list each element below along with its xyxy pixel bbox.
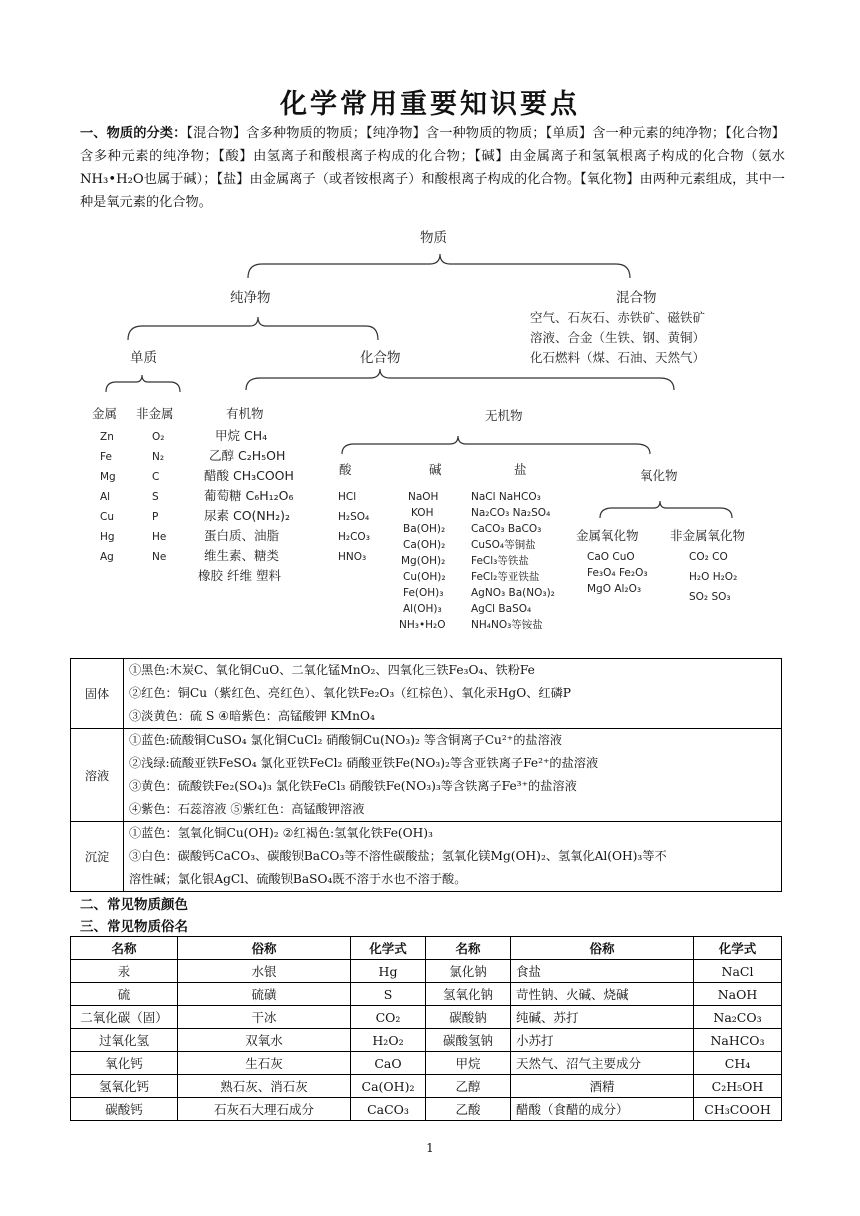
base-item: NaOH: [408, 491, 439, 503]
column-header: 俗称: [178, 937, 351, 960]
organic-item: 蛋白质、油脂: [204, 528, 280, 543]
table-cell: 水银: [178, 960, 351, 983]
mixture-item: 空气、石灰石、赤铁矿、磁铁矿: [530, 310, 706, 325]
base-item: Cu(OH)₂: [403, 571, 446, 583]
metal-oxide-item: Fe₃O₄ Fe₂O₃: [587, 567, 648, 579]
table-row: [71, 1075, 782, 1098]
table-cell: CH₄: [694, 1052, 782, 1075]
table-cell: 酒精: [511, 1075, 694, 1098]
precipitate-cell: [124, 822, 782, 892]
base-item: Ba(OH)₂: [403, 523, 446, 535]
solution-line: ①蓝色:硫酸铜CuSO₄ 氯化铜CuCl₂ 硝酸铜Cu(NO₃)₂ 等含铜离子Cu²⁺的盐溶液: [129, 733, 562, 747]
solution-cell: [124, 729, 782, 822]
metal-item: Fe: [100, 451, 112, 463]
table-cell: 天然气、沼气主要成分: [511, 1052, 694, 1075]
table-cell: 氢氧化钙: [71, 1075, 178, 1098]
salt-item: AgNO₃ Ba(NO₃)₂: [471, 587, 555, 599]
solution-line: ②浅绿:硫酸亚铁FeSO₄ 氯化亚铁FeCl₂ 硝酸亚铁Fe(NO₃)₂等含亚铁离子Fe²⁺的盐溶液: [129, 756, 599, 770]
organic-item: 尿素 CO(NH₂)₂: [204, 508, 291, 523]
mixture-item: 化石燃料（煤、石油、天然气）: [530, 350, 706, 365]
table-cell: 氢氧化钠: [426, 983, 511, 1006]
column-header: 化学式: [694, 937, 782, 960]
table-cell: 甲烷: [426, 1052, 511, 1075]
table-cell: NaOH: [694, 983, 782, 1006]
section-heading-names: 三、常见物质俗名: [80, 919, 188, 935]
tree-inorganic: 无机物: [485, 408, 523, 423]
table-row: [71, 960, 782, 983]
table-cell: 过氧化氢: [71, 1029, 178, 1052]
base-item: Ca(OH)₂: [403, 539, 446, 551]
organic-item: 甲烷 CH₄: [215, 428, 268, 443]
table-cell: 双氧水: [178, 1029, 351, 1052]
intro-paragraph: [80, 122, 785, 214]
nonmetal-item: He: [152, 531, 167, 543]
tree-base: 碱: [429, 462, 442, 477]
acid-item: H₂CO₃: [338, 531, 370, 543]
table-row: [71, 1029, 782, 1052]
intro-heading: 一、物质的分类：: [80, 126, 187, 141]
table-cell: 醋酸（食醋的成分）: [511, 1098, 694, 1121]
table-cell: 苛性钠、火碱、烧碱: [511, 983, 694, 1006]
column-header: 俗称: [511, 937, 694, 960]
table-cell: 石灰石大理石成分: [178, 1098, 351, 1121]
metal-item: Al: [100, 491, 111, 503]
table-row: [71, 983, 782, 1006]
column-header: 名称: [71, 937, 178, 960]
base-item: KOH: [411, 507, 434, 519]
table-cell: H₂O₂: [351, 1029, 426, 1052]
common-names-table: [70, 936, 782, 1121]
category-solution: 溶液: [71, 729, 124, 822]
salt-item: CuSO₄等铜盐: [471, 539, 536, 551]
solid-line: ②红色：铜Cu（紫红色、亮红色）、氧化铁Fe₂O₃（红棕色）、氧化汞HgO、红磷P: [129, 686, 571, 700]
solution-line: ③黄色：硫酸铁Fe₂(SO₄)₃ 氯化铁FeCl₃ 硝酸铁Fe(NO₃)₃等含铁离子Fe³⁺的盐溶液: [129, 779, 577, 793]
table-cell: NaHCO₃: [694, 1029, 782, 1052]
nonmetal-oxide-list: [689, 551, 737, 603]
nonmetal-oxide-item: CO₂ CO: [689, 551, 728, 563]
category-precipitate: 沉淀: [71, 822, 124, 892]
table-row: [71, 659, 782, 729]
table-cell: CH₃COOH: [694, 1098, 782, 1121]
table-cell: 碳酸钠: [426, 1006, 511, 1029]
tree-acid: 酸: [339, 462, 352, 477]
table-cell: 氯化钠: [426, 960, 511, 983]
tree-salt: 盐: [514, 462, 527, 477]
table-cell: NaCl: [694, 960, 782, 983]
organic-item: 葡萄糖 C₆H₁₂O₆: [204, 488, 294, 503]
table-row: [71, 729, 782, 822]
table-cell: 硫: [71, 983, 178, 1006]
nonmetal-oxide-item: SO₂ SO₃: [689, 591, 731, 603]
table-cell: 乙醇: [426, 1075, 511, 1098]
table-cell: S: [351, 983, 426, 1006]
metal-item: Hg: [100, 531, 115, 543]
solution-line: ④紫色：石蕊溶液 ⑤紫红色：高锰酸钾溶液: [129, 802, 365, 816]
table-row: [71, 1052, 782, 1075]
colors-table: [70, 658, 782, 892]
page-title: 化学常用重要知识要点: [280, 89, 580, 120]
table-cell: C₂H₅OH: [694, 1075, 782, 1098]
table-cell: 汞: [71, 960, 178, 983]
tree-root: 物质: [420, 230, 447, 246]
base-item: NH₃•H₂O: [399, 619, 446, 631]
table-cell: 乙酸: [426, 1098, 511, 1121]
table-cell: 生石灰: [178, 1052, 351, 1075]
table-row: [71, 1006, 782, 1029]
table-row: [71, 1098, 782, 1121]
table-row: [71, 822, 782, 892]
nonmetal-item: N₂: [152, 451, 165, 463]
table-cell: 硫磺: [178, 983, 351, 1006]
base-item: Mg(OH)₂: [401, 555, 446, 567]
metal-oxide-item: CaO CuO: [587, 551, 635, 563]
tree-compound: 化合物: [360, 350, 401, 366]
metal-oxide-item: MgO Al₂O₃: [587, 583, 642, 595]
acid-list: [338, 491, 370, 563]
tree-nonmetal: 非金属: [136, 406, 174, 421]
category-solid: 固体: [71, 659, 124, 729]
salt-item: NH₄NO₃等铵盐: [471, 619, 543, 631]
organic-item: 乙醇 C₂H₅OH: [209, 448, 286, 463]
tree-nonmetal-oxide: 非金属氧化物: [670, 528, 746, 543]
column-header: 名称: [426, 937, 511, 960]
table-cell: Na₂CO₃: [694, 1006, 782, 1029]
tree-organic: 有机物: [226, 406, 264, 421]
nonmetal-item: Ne: [152, 551, 167, 563]
table-cell: 碳酸钙: [71, 1098, 178, 1121]
table-cell: 氧化钙: [71, 1052, 178, 1075]
tree-mixture: 混合物: [616, 290, 657, 306]
nonmetal-item: C: [152, 471, 160, 483]
mixture-item: 溶液、合金（生铁、钢、黄铜）: [530, 330, 706, 345]
classification-tree: [80, 222, 780, 636]
table-cell: 纯碱、苏打: [511, 1006, 694, 1029]
salt-item: CaCO₃ BaCO₃: [471, 523, 542, 535]
tree-element: 单质: [130, 350, 157, 366]
classification-tree-svg: [80, 222, 780, 632]
acid-item: HNO₃: [338, 551, 367, 563]
metal-list: [100, 431, 116, 563]
table-cell: 碳酸氢钠: [426, 1029, 511, 1052]
base-item: Fe(OH)₃: [403, 587, 444, 599]
table-cell: 小苏打: [511, 1029, 694, 1052]
organic-list: [198, 428, 294, 583]
metal-oxide-list: [587, 551, 648, 595]
section-heading-colors: 二、常见物质颜色: [80, 897, 188, 913]
base-list: [399, 491, 446, 631]
table-cell: 二氧化碳（固）: [71, 1006, 178, 1029]
organic-item: 维生素、糖类: [204, 548, 280, 563]
table-cell: CaO: [351, 1052, 426, 1075]
base-item: Al(OH)₃: [403, 603, 442, 615]
nonmetal-list: [152, 431, 166, 563]
salt-item: FeCl₂等亚铁盐: [471, 571, 540, 583]
metal-item: Mg: [100, 471, 116, 483]
precipitate-line: ③白色：碳酸钙CaCO₃、碳酸钡BaCO₃等不溶性碳酸盐；氢氧化镁Mg(OH)₂、氢氧化Al(OH)₃等不: [129, 849, 667, 863]
acid-item: H₂SO₄: [338, 511, 370, 523]
page-number: 1: [426, 1141, 434, 1155]
intro-text: 【混合物】含多种物质的物质；【纯净物】含一种物质的物质；【单质】含一种元素的纯净物；【化合物】含多种元素的纯净物；【酸】由氢离子和酸根离子构成的化合物；【碱】由金属离子和氢氧根离子构成的化合物（氨水NH₃•H₂O也属于碱）；【盐】由金属离子（或者铵根离子）和酸根离子构成的化合物。【氧化物】由两种元素组成，其中一种是氧元素的化合物。: [80, 126, 785, 210]
table-header-row: [71, 937, 782, 960]
table-cell: Hg: [351, 960, 426, 983]
salt-item: FeCl₃等铁盐: [471, 555, 529, 567]
metal-item: Ag: [100, 551, 114, 563]
organic-item: 橡胶 纤维 塑料: [198, 568, 281, 583]
salt-item: AgCl BaSO₄: [471, 603, 532, 615]
nonmetal-item: S: [152, 491, 159, 503]
table-cell: CO₂: [351, 1006, 426, 1029]
precipitate-line: ①蓝色：氢氧化铜Cu(OH)₂ ②红褐色:氢氧化铁Fe(OH)₃: [129, 826, 433, 840]
table-cell: 食盐: [511, 960, 694, 983]
salt-item: Na₂CO₃ Na₂SO₄: [471, 507, 551, 519]
acid-item: HCl: [338, 491, 357, 503]
tree-pure: 纯净物: [230, 290, 271, 306]
salt-item: NaCl NaHCO₃: [471, 491, 541, 503]
metal-item: Zn: [100, 431, 114, 443]
nonmetal-item: O₂: [152, 431, 165, 443]
metal-item: Cu: [100, 511, 114, 523]
nonmetal-oxide-item: H₂O H₂O₂: [689, 571, 738, 583]
table-cell: Ca(OH)₂: [351, 1075, 426, 1098]
nonmetal-item: P: [152, 511, 159, 523]
solid-line: ③淡黄色：硫 S ④暗紫色：高锰酸钾 KMnO₄: [129, 709, 375, 723]
precipitate-line: 溶性碱；氯化银AgCl、硫酸钡BaSO₄既不溶于水也不溶于酸。: [129, 872, 467, 886]
tree-metal-oxide: 金属氧化物: [576, 528, 639, 543]
column-header: 化学式: [351, 937, 426, 960]
table-cell: CaCO₃: [351, 1098, 426, 1121]
solid-line: ①黑色:木炭C、氧化铜CuO、二氧化锰MnO₂、四氧化三铁Fe₃O₄、铁粉Fe: [129, 663, 535, 677]
table-cell: 熟石灰、消石灰: [178, 1075, 351, 1098]
tree-oxide: 氧化物: [640, 468, 678, 483]
table-cell: 干冰: [178, 1006, 351, 1029]
solid-cell: [124, 659, 782, 729]
organic-item: 醋酸 CH₃COOH: [204, 468, 294, 483]
salt-list: [471, 491, 555, 631]
tree-metal: 金属: [92, 406, 118, 421]
